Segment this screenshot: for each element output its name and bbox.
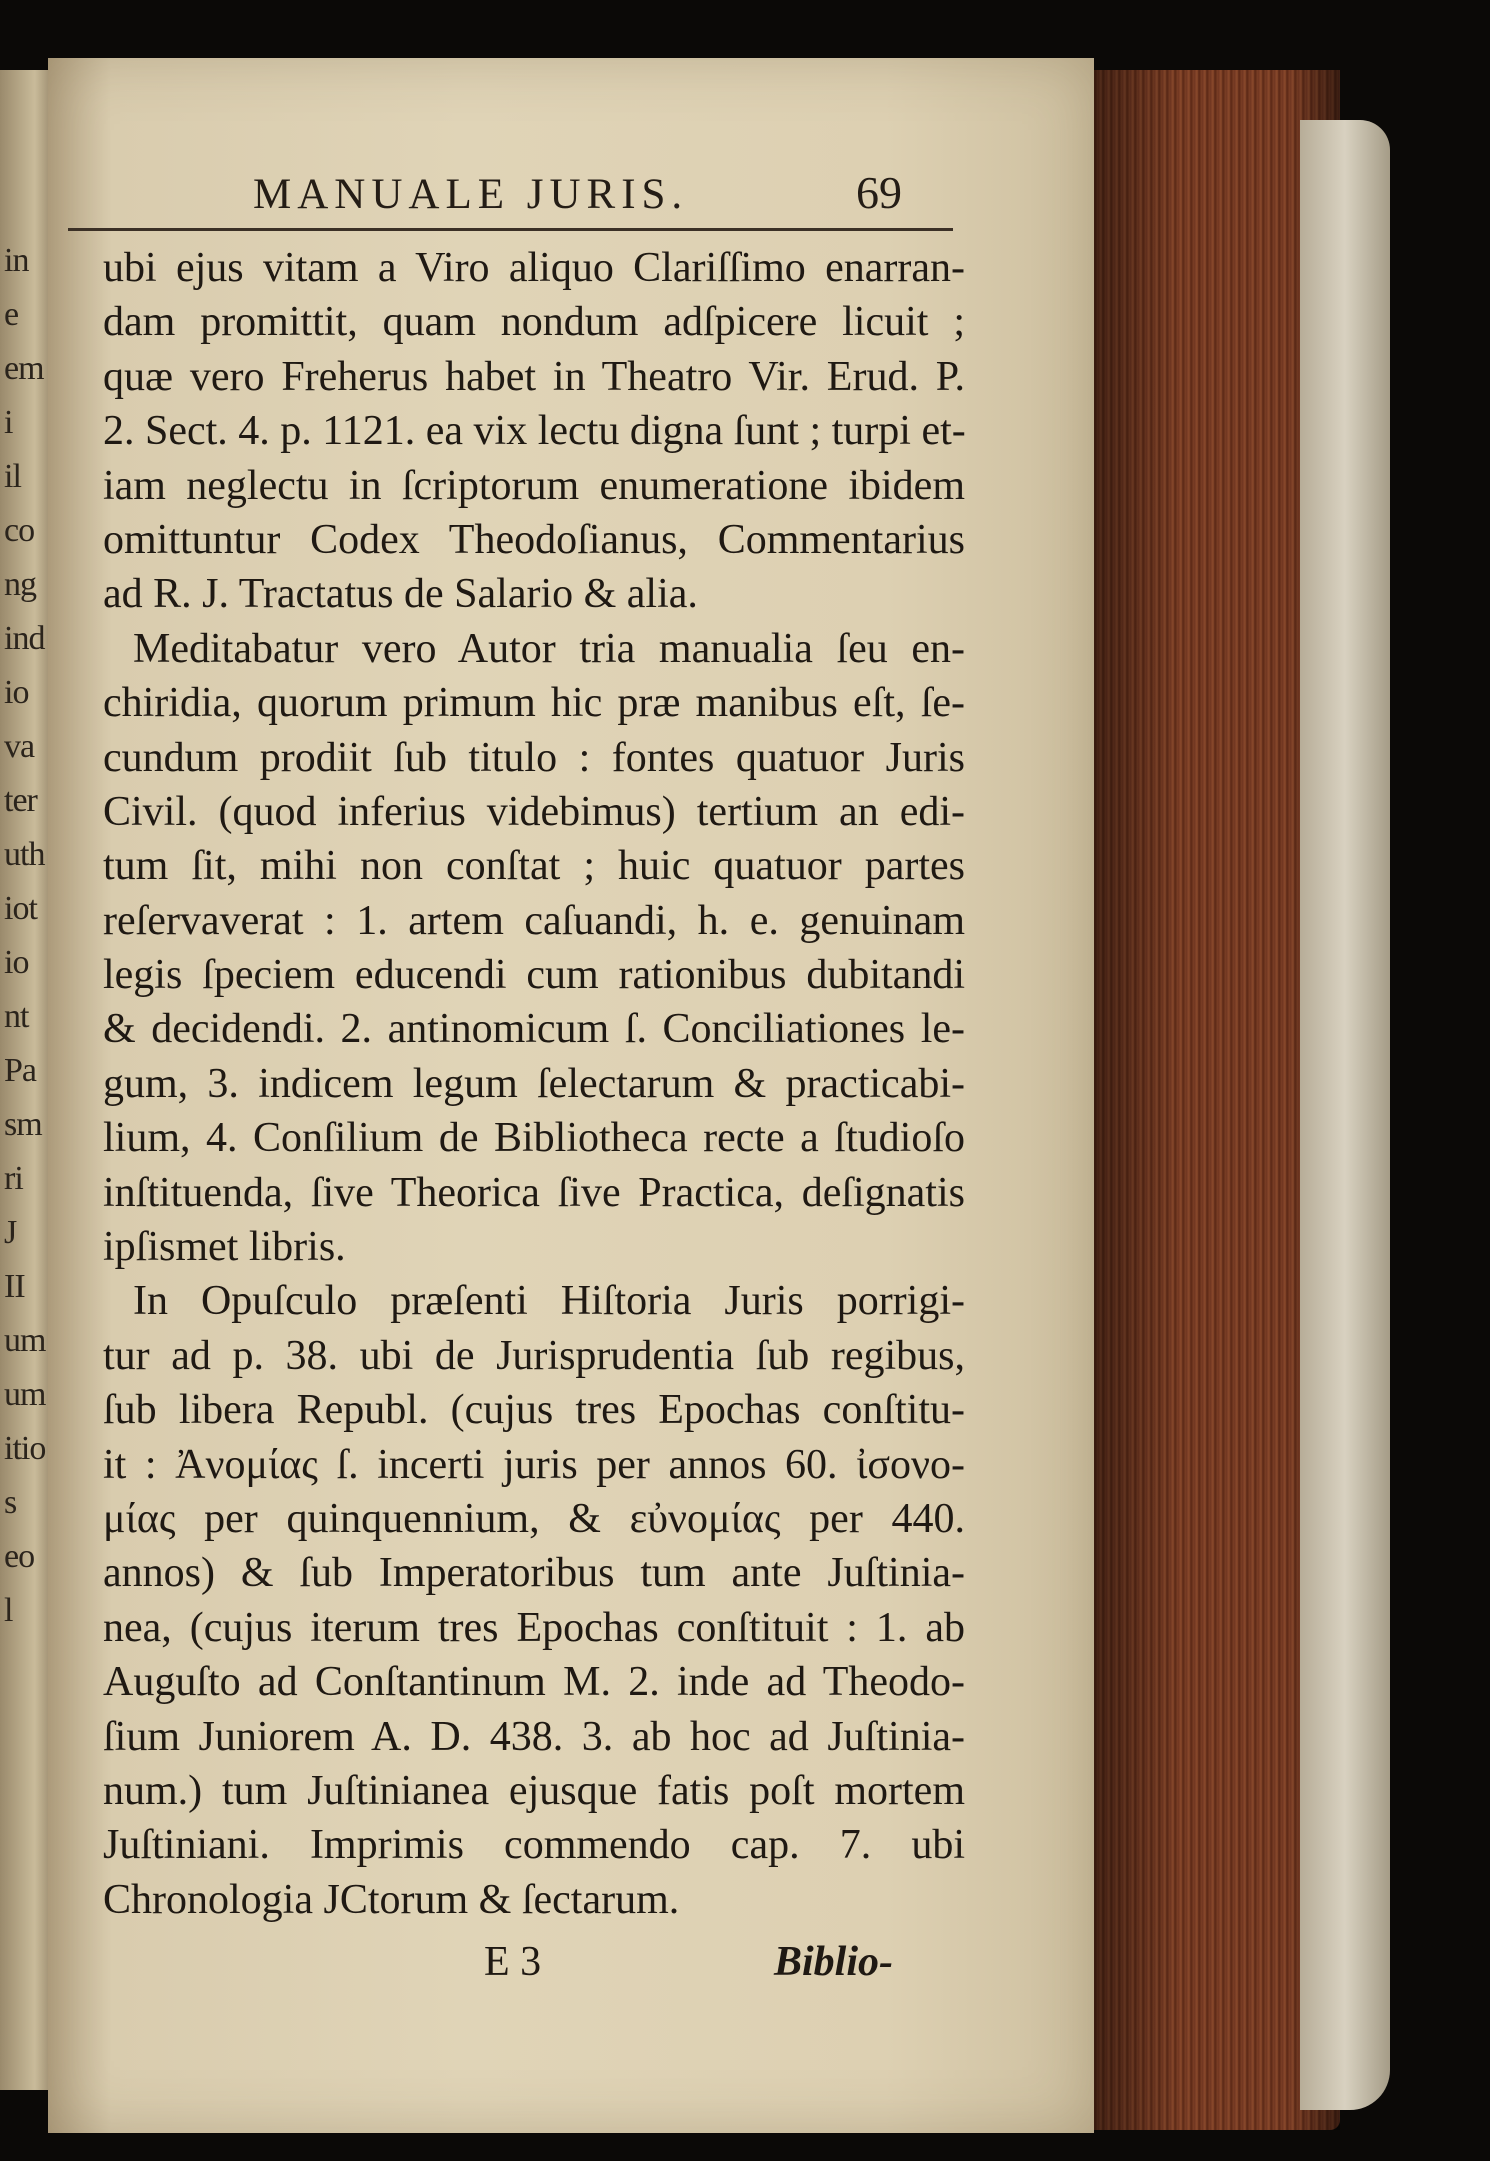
left-page-fragment: l [4, 1592, 13, 1629]
left-page-fragment: s [4, 1484, 17, 1521]
left-page-fragment: io [4, 674, 29, 711]
text-line: legis ſpeciem educendi cum rationibus dubitandi [103, 952, 965, 999]
left-page-fragment: II [4, 1268, 25, 1305]
left-page-fragment: eo [4, 1538, 35, 1575]
page-footer [48, 1938, 1094, 1998]
text-line: reſervaverat : 1. artem caſuandi, h. e. genuinam [103, 897, 965, 944]
left-page-fragment: il [4, 458, 21, 495]
left-page-fragment: i [4, 404, 13, 441]
text-line: inſtituenda, ſive Theorica ſive Practica, deſignatis [103, 1169, 965, 1216]
text-line: Juſtiniani. Imprimis commendo cap. 7. ubi [103, 1822, 965, 1869]
text-line: tur ad p. 38. ubi de Jurisprudentia ſub regibus, [103, 1332, 965, 1379]
body-text [103, 241, 965, 1927]
text-line: num.) tum Juſtinianea ejusque fatis poſt mortem [103, 1767, 965, 1814]
text-line: μίας per quinquennium, & εὐνομίας per 440. [103, 1495, 965, 1542]
left-page-fragment: uth [4, 836, 45, 873]
left-page-fragment: io [4, 944, 29, 981]
left-page-fragment: em [4, 350, 44, 387]
text-line: & decidendi. 2. antinomicum ſ. Conciliationes le- [103, 1006, 965, 1053]
text-line: quæ vero Freherus habet in Theatro Vir. Erud. P. [103, 353, 965, 400]
text-line: annos) & ſub Imperatoribus tum ante Juſtinia- [103, 1550, 965, 1597]
left-page-fragment: ng [4, 566, 36, 603]
left-page-fragment: nt [4, 998, 29, 1035]
running-title: MANUALE JURIS. [253, 171, 689, 218]
text-line: In Opuſculo præſenti Hiſtoria Juris porrigi- [133, 1278, 965, 1325]
text-line: ipſismet libris. [103, 1224, 346, 1271]
text-line: tum ſit, mihi non conſtat ; huic quatuor partes [103, 843, 965, 890]
left-page-fragment: Pa [4, 1052, 36, 1089]
book-page [48, 58, 1094, 2133]
left-page-fragment: in [4, 242, 29, 279]
text-line: gum, 3. indicem legum ſelectarum & practicabi- [103, 1060, 965, 1107]
left-page-fragment: J [4, 1214, 17, 1251]
text-line: nea, (cujus iterum tres Epochas conſtituit : 1. ab [103, 1604, 965, 1651]
text-line: Auguſto ad Conſtantinum M. 2. inde ad Theodo- [103, 1659, 965, 1706]
text-line: ſub libera Republ. (cujus tres Epochas conſtitu- [103, 1387, 965, 1434]
catchword: Biblio- [774, 1939, 894, 1985]
book-cover [1300, 120, 1390, 2110]
text-line: cundum prodiit ſub titulo : fontes quatuor Juris [103, 734, 965, 781]
text-line: lium, 4. Conſilium de Bibliotheca recte a ſtudioſo [103, 1115, 965, 1162]
text-line: it : Ἀνομίας ſ. incerti juris per annos 60. ἰσονο- [103, 1441, 965, 1488]
text-line: chiridia, quorum primum hic præ manibus eſt, ſe- [103, 680, 965, 727]
page-number: 69 [856, 167, 902, 218]
text-line: iam neglectu in ſcriptorum enumeratione ibidem [103, 462, 965, 509]
left-page-fragment: e [4, 296, 19, 333]
left-page-fragment: va [4, 728, 35, 765]
text-line: ſium Juniorem A. D. 438. 3. ab hoc ad Juſtinia- [103, 1713, 965, 1760]
left-page-fragment: ind [4, 620, 45, 657]
page-header [48, 167, 1094, 230]
text-line: 2. Sect. 4. p. 1121. ea vix lectu digna ſunt ; turpi et- [103, 408, 966, 455]
text-line: ubi ejus vitam a Viro aliquo Clariſſimo enarran- [103, 245, 965, 291]
text-line: omittuntur Codex Theodoſianus, Commentarius [103, 516, 965, 563]
left-page-fragment: ri [4, 1160, 23, 1197]
left-page-fragment: um [4, 1322, 46, 1359]
text-line: ad R. J. Tractatus de Salario & alia. [103, 571, 698, 618]
signature-mark: E 3 [484, 1939, 542, 1985]
left-page-fragment: ter [4, 782, 37, 819]
text-line: Chronologia JCtorum & ſectarum. [103, 1876, 680, 1923]
text-line: Civil. (quod inferius videbimus) tertium an edi- [103, 788, 965, 835]
left-page-fragment: co [4, 512, 35, 549]
left-page-fragment: itio [4, 1430, 46, 1467]
left-page-fragment: sm [4, 1106, 42, 1143]
text-line: Meditabatur vero Autor tria manualia ſeu en- [133, 625, 965, 672]
left-page-fragment: um [4, 1376, 46, 1413]
text-line: dam promittit, quam nondum adſpicere licuit ; [103, 299, 965, 346]
left-page-fragment: iot [4, 890, 37, 927]
header-rule [68, 228, 953, 231]
